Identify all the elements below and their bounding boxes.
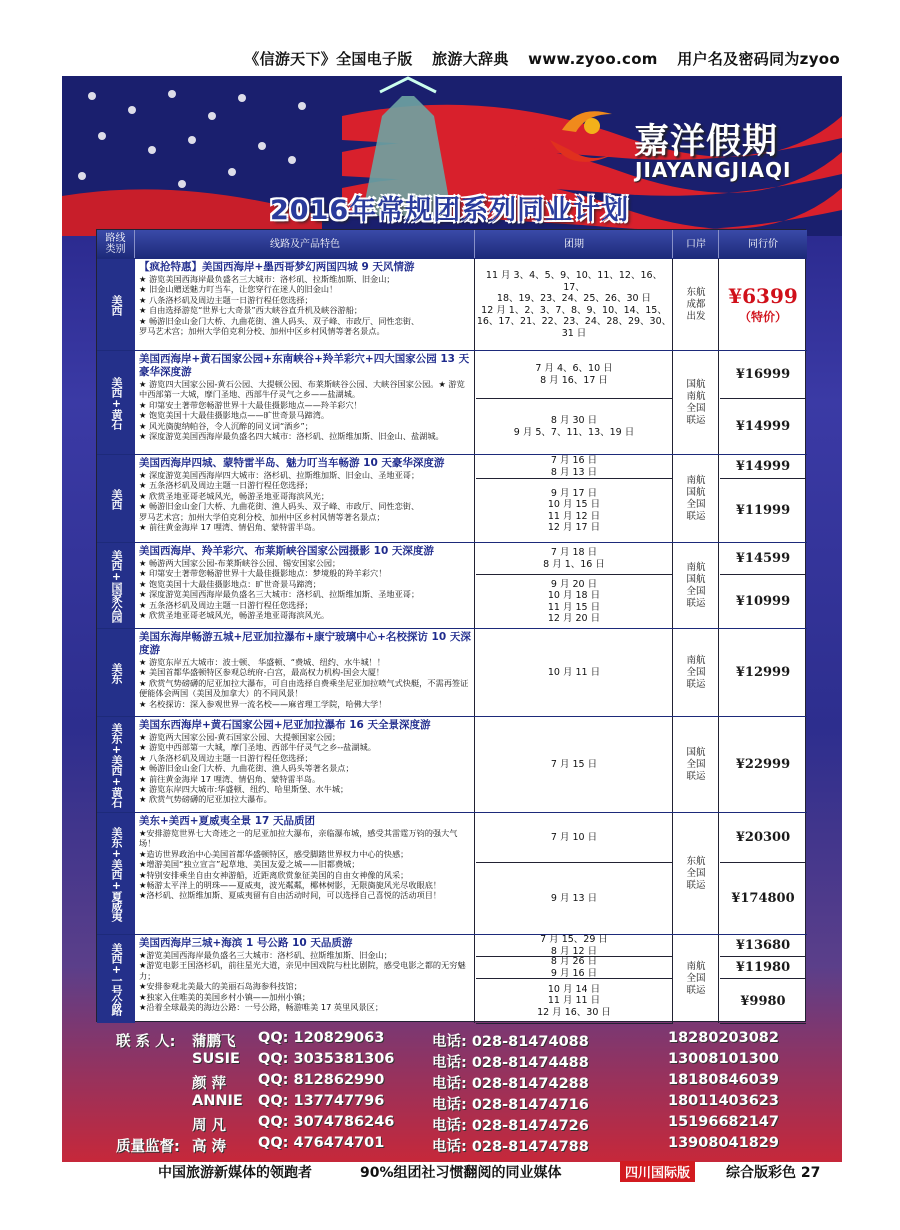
contact-row xyxy=(62,1114,842,1134)
travel-poster xyxy=(62,76,842,1162)
route-title: 美国西海岸、羚羊彩穴、布莱斯峡谷国家公园摄影 10 天深度游 xyxy=(139,545,434,557)
route-title: 美东+美西+夏威夷全景 17 天品质团 xyxy=(139,815,316,827)
contact-qq[interactable]: QQ: 137747796 xyxy=(258,1093,385,1109)
table-header xyxy=(97,230,807,258)
contact-mobile[interactable]: 13908041829 xyxy=(668,1135,779,1151)
contact-mobile[interactable]: 13008101300 xyxy=(668,1051,779,1067)
route-description xyxy=(136,543,475,628)
trade-price: ¥14999 xyxy=(720,455,806,479)
departure-dates: 7 月 18 日 8 月 1、16 日 xyxy=(476,543,673,575)
tour-schedule-table xyxy=(96,229,806,1022)
contact-phone[interactable]: 电话: 028-81474488 xyxy=(432,1055,589,1071)
contact-mobile[interactable]: 18280203082 xyxy=(668,1030,779,1046)
route-category: 美西+一号公路 xyxy=(97,935,135,1023)
contact-row xyxy=(62,1072,842,1092)
contact-phone[interactable]: 电话: 028-81474088 xyxy=(432,1034,589,1050)
trade-price: ¥174800 xyxy=(720,863,806,935)
route-title: 美国东西海岸+黄石国家公园+尼亚加拉瀑布 16 天全景深度游 xyxy=(139,719,431,731)
company-logo-cn: 嘉洋假期 xyxy=(634,122,779,162)
trade-price: ¥14599 xyxy=(720,543,806,575)
route-category: 美西+黄石 xyxy=(97,351,135,454)
header-port: 口岸 xyxy=(674,230,719,258)
contact-mobile[interactable]: 15196682147 xyxy=(668,1114,779,1130)
trade-price: ¥12999 xyxy=(720,629,806,717)
company-logo-en: JIAYANGJIAQI xyxy=(635,158,792,182)
tour-section xyxy=(97,258,807,350)
tour-section xyxy=(97,812,807,934)
trade-price: ¥11980 xyxy=(720,957,806,979)
departure-port: 国航 全国 联运 xyxy=(674,717,719,812)
route-highlights: ★ 游览四大国家公园-黄石公园、大提顿公园、布莱斯峡谷公园、大峡谷国家公园。★ 游览中西部第一大城，摩门圣地、西部牛仔灵气之乡——盐湖城。 ★ 印第安土著带您畅游世界十大最佳摄影地点——羚羊彩穴！ ★ 饱览美国十大最佳摄影地点——旷世奇景马蹄湾。 ★ 风光旖旎纳帕谷，令人沉醉的同义词“酒乡”； ★ 深度游览美国西海岸最负盛名四大城市：洛杉矶、拉斯维加斯、旧金山、盐湖城。 xyxy=(139,379,465,442)
route-highlights: ★ 深度游览美国西海岸四大城市：洛杉矶、拉斯维加斯、旧金山、圣地亚哥； ★ 五条洛杉矶及周边主题一日游行程任您选择； ★ 欣赏圣地亚哥老城风光，畅游圣地亚哥海滨风光； ★ 畅游旧金山金门大桥、九曲花街、渔人码头、双子峰、市政厅、同性恋街、 罗马艺术宫；加州大学伯克利分校、加州中区乡村风情等著名景点； ★ 前往黄金海岸 17 哩湾、情侣角、蒙特雷半岛。 xyxy=(139,470,420,533)
route-highlights: ★ 游览美国西海岸最负盛名三大城市：洛杉矶、拉斯维加斯、旧金山； ★ 旧金山赠送魅力叮当车，让您穿行在迷人的旧金山！ ★ 八条洛杉矶及周边主题一日游行程任您选择； ★ 自由选择游览“世界七大奇景”西大峡谷直升机及峡谷游船； ★ 畅游旧金山金门大桥、九曲花街、渔人码头、双子峰、市政厅、同性恋街、 罗马艺术宫；加州大学伯克利分校、加州中区乡村风情等著名景点。 xyxy=(139,274,420,337)
departure-dates: 9 月 20 日 10 月 18 日 11 月 15 日 12 月 20 日 xyxy=(476,575,673,629)
trade-price xyxy=(720,259,806,351)
departure-port: 南航 国航 全国 联运 xyxy=(674,455,719,542)
departure-port: 东航 全国 联运 xyxy=(674,813,719,934)
tour-section xyxy=(97,716,807,812)
tour-section xyxy=(97,934,807,1023)
route-description xyxy=(136,455,475,542)
contact-name: 颜 萍 xyxy=(192,1076,227,1092)
header-route: 线路及产品特色 xyxy=(136,230,475,258)
route-description xyxy=(136,351,475,454)
page-footer xyxy=(0,1162,900,1202)
contact-mobile[interactable]: 18180846039 xyxy=(668,1072,779,1088)
route-category: 美西 xyxy=(97,259,135,350)
trade-price: ¥22999 xyxy=(720,717,806,813)
departure-port: 南航 国航 全国 联运 xyxy=(674,543,719,628)
route-description xyxy=(136,717,475,812)
route-title: 美国西海岸三城+海滨 1 号公路 10 天品质游 xyxy=(139,937,353,949)
contact-name: 周 凡 xyxy=(192,1118,227,1134)
contact-row xyxy=(62,1135,842,1155)
footer-slogan-2: 90%组团社习惯翻阅的同业媒体 xyxy=(360,1165,562,1181)
jiayang-logo-icon xyxy=(542,100,632,180)
route-description xyxy=(136,259,475,350)
contact-row xyxy=(62,1051,842,1071)
contact-phone[interactable]: 电话: 028-81474726 xyxy=(432,1118,589,1134)
trade-price: ¥16999 xyxy=(720,351,806,399)
contact-name: SUSIE xyxy=(192,1051,240,1067)
contact-phone[interactable]: 电话: 028-81474788 xyxy=(432,1139,589,1155)
contact-qq[interactable]: QQ: 476474701 xyxy=(258,1135,385,1151)
departure-dates: 11 月 3、4、5、9、10、11、12、16、17、 18、19、23、24、25、26、30 日 12 月 1、2、3、7、8、9、10、14、15、 16、17、21、22、23、24、28、29、30、 31 日 xyxy=(476,259,673,351)
route-title: 美国西海岸四城、蒙特雷半岛、魅力叮当车畅游 10 天豪华深度游 xyxy=(139,457,445,469)
route-description xyxy=(136,813,475,934)
edition-page: 综合版彩色 27 xyxy=(726,1165,821,1181)
departure-dates: 9 月 13 日 xyxy=(476,863,673,935)
departure-port: 南航 全国 联运 xyxy=(674,935,719,1023)
route-category: 美东+美西+夏威夷 xyxy=(97,813,135,934)
contact-phone[interactable]: 电话: 028-81474288 xyxy=(432,1076,589,1092)
contact-qq[interactable]: QQ: 3035381306 xyxy=(258,1051,395,1067)
route-description xyxy=(136,629,475,716)
departure-port: 东航 成都 出发 xyxy=(674,259,719,350)
edition-tag: 四川国际版 xyxy=(620,1161,695,1182)
departure-dates: 9 月 17 日 10 月 15 日 11 月 12 日 12 月 17 日 xyxy=(476,479,673,543)
departure-dates: 10 月 11 日 xyxy=(476,629,673,717)
contact-phone[interactable]: 电话: 028-81474716 xyxy=(432,1097,589,1113)
contact-name: 蒲鹏飞 xyxy=(192,1034,236,1050)
contact-row xyxy=(62,1093,842,1113)
header-category: 路线 类别 xyxy=(97,230,135,258)
site-url[interactable]: www.zyoo.com xyxy=(528,50,658,68)
tour-section xyxy=(97,628,807,716)
contact-row xyxy=(62,1030,842,1050)
trade-price: ¥9980 xyxy=(720,979,806,1024)
contact-mobile[interactable]: 18011403623 xyxy=(668,1093,779,1109)
departure-dates: 8 月 30 日 9 月 5、7、11、13、19 日 xyxy=(476,399,673,455)
header-price: 同行价 xyxy=(748,238,778,250)
route-highlights: ★ 游览两大国家公园-黄石国家公园、大提顿国家公园； ★ 游览中西部第一大城，摩门圣地、西部牛仔灵气之乡--盐湖城。 ★ 八条洛杉矶及周边主题一日游行程任您选择； ★ 畅游旧金山金门大桥、九曲花街、渔人码头等著名景点； ★ 前往黄金海岸 17 哩湾、情侣角、蒙特雷半岛。 ★ 游览东岸四大城市:华盛顿、纽约、哈里斯堡、水牛城； ★ 欣赏气势磅礴的尼亚加拉大瀑布。 xyxy=(139,732,376,805)
contact-qq[interactable]: QQ: 120829063 xyxy=(258,1030,385,1046)
departure-dates: 8 月 26 日 9 月 16 日 xyxy=(476,957,673,979)
header-dates: 团期 xyxy=(476,230,673,258)
price-value: ¥6399 xyxy=(728,284,798,308)
route-category: 美西+国家公园 xyxy=(97,543,135,628)
tour-section xyxy=(97,350,807,454)
route-category: 美东+美西+黄石 xyxy=(97,717,135,812)
route-description xyxy=(136,935,475,1023)
contact-label: 联 系 人: xyxy=(116,1034,176,1050)
trade-price: ¥13680 xyxy=(720,935,806,957)
trade-price: ¥20300 xyxy=(720,813,806,863)
footer-slogan-1: 中国旅游新媒体的领跑者 xyxy=(158,1165,312,1181)
contact-list xyxy=(62,1026,842,1156)
route-highlights: ★安排游览世界七大奇迹之一的尼亚加拉大瀑布，亲临瀑布城，感受其雷霆万钧的强大气场！ ★造访世界政治中心美国首都华盛顿特区，感受脚踏世界权力中心的快感； ★增游美国“独立宣言”起草地、美国友爱之城——旧都费城； ★特别安排乘坐自由女神游船，近距离欣赏象征美国的自由女神像的风采； ★畅游太平洋上的明珠——夏威夷，波光粼粼，椰林树影，无限旖旎风光尽收眼底！ ★洛杉矶、拉斯维加斯、夏威夷留有自由活动时间，可以选择自己喜悦的活动项目！ xyxy=(139,828,458,901)
departure-dates: 7 月 4、6、10 日 8 月 16、17 日 xyxy=(476,351,673,399)
route-title: 【疯抢特惠】美国西海岸+墨西哥梦幻两国四城 9 天风情游 xyxy=(139,261,415,273)
dictionary-label: 旅游大辞典 xyxy=(432,50,509,68)
route-title: 美国东海岸畅游五城+尼亚加拉瀑布+康宁玻璃中心+名校探访 10 天深度游 xyxy=(139,631,471,656)
tour-section xyxy=(97,454,807,542)
page-title: 2016年常规团系列同业计划 xyxy=(270,195,630,226)
departure-port: 国航 南航 全国 联运 xyxy=(674,351,719,454)
route-category: 美东 xyxy=(97,629,135,716)
departure-dates: 7 月 15 日 xyxy=(476,717,673,813)
contact-name: 高 涛 xyxy=(192,1139,227,1155)
trade-price: ¥14999 xyxy=(720,399,806,455)
page-header xyxy=(0,0,900,76)
trade-price: ¥11999 xyxy=(720,479,806,543)
trade-price: ¥10999 xyxy=(720,575,806,629)
contact-label: 质量监督: xyxy=(116,1139,180,1155)
login-note: 用户名及密码同为zyoo xyxy=(677,50,840,68)
contact-qq[interactable]: QQ: 812862990 xyxy=(258,1072,385,1088)
departure-dates: 7 月 16 日 8 月 13 日 xyxy=(476,455,673,479)
contact-name: ANNIE xyxy=(192,1093,243,1109)
route-highlights: ★游览美国西海岸最负盛名三大城市：洛杉矶、拉斯维加斯、旧金山； ★游览电影王国洛杉矶，前往星光大道，亲见中国戏院与杜比剧院，感受电影之都的无穷魅力； ★安排参观北美最大的美丽石岛海参科技馆； ★独家入住唯美的美国乡村小镇——加州小镇； ★沿着全球最美的海边公路：一号公路，畅游唯美 17 英里风景区； xyxy=(139,950,466,1013)
departure-dates: 7 月 15、29 日 8 月 12 日 xyxy=(476,935,673,957)
contact-qq[interactable]: QQ: 3074786246 xyxy=(258,1114,395,1130)
price-note: （特价） xyxy=(738,310,787,324)
route-title: 美国西海岸+黄石国家公园+东南峡谷+羚羊彩穴+四大国家公园 13 天豪华深度游 xyxy=(139,353,470,378)
route-highlights: ★ 游览东岸五大城市：波士顿、 华盛顿、“费城、纽约、水牛城！！ ★ 美国首都华盛顿特区参观总统府-白宫，最高权力机构-国会大厦！ ★ 欣赏气势磅礴的尼亚加拉大瀑布，可自由选择自费乘坐尼亚加拉喷气式快艇，不需再签证便能体会两国（美国及加拿大）的不同风景！ ★ 名校探访：深入参观世界一流名校——麻省理工学院，哈佛大学！ xyxy=(139,657,469,709)
route-highlights: ★ 畅游两大国家公园-布莱斯峡谷公园、锡安国家公园； ★ 印第安土著带您畅游世界十大最佳摄影地点：梦境般的羚羊彩穴！ ★ 饱览美国十大最佳摄影地点：旷世奇景马蹄湾； ★ 深度游览美国西海岸最负盛名三大城市：洛杉矶、拉斯维加斯、圣地亚哥； ★ 五条洛杉矶及周边主题一日游行程任您选择； ★ 欣赏圣地亚哥老城风光，畅游圣地亚哥海滨风光。 xyxy=(139,558,420,621)
route-category: 美西 xyxy=(97,455,135,542)
site-title: 《信游天下》全国电子版 xyxy=(244,50,413,68)
departure-port: 南航 全国 联运 xyxy=(674,629,719,716)
tour-section xyxy=(97,542,807,628)
departure-dates: 7 月 10 日 xyxy=(476,813,673,863)
departure-dates: 10 月 14 日 11 月 11 日 12 月 16、30 日 xyxy=(476,979,673,1024)
